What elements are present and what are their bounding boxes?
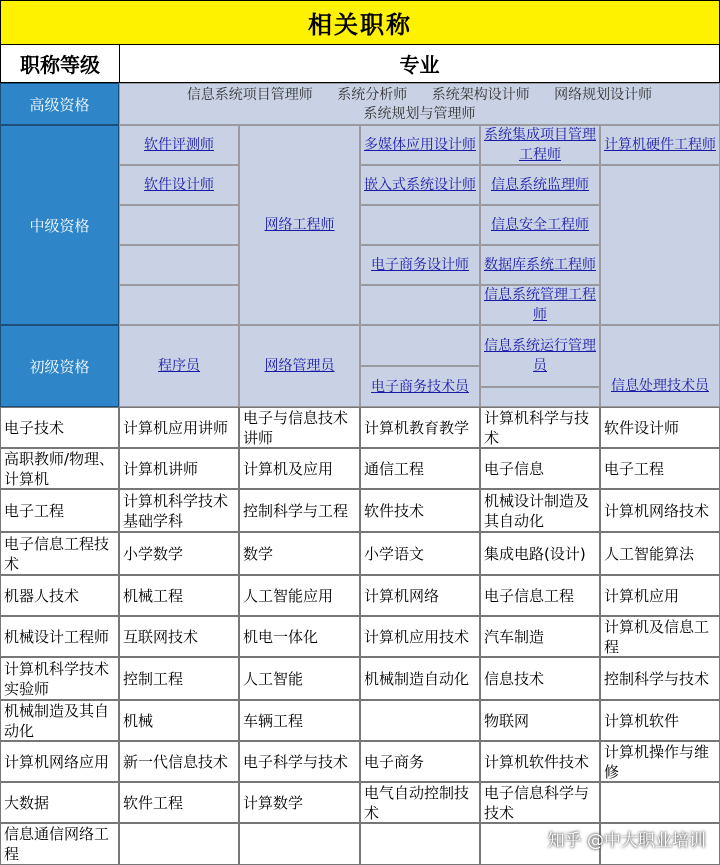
major-cell: 计算机网络应用	[0, 741, 119, 782]
major-cell: 计算机网络	[360, 575, 480, 616]
major-cell: 计算机讲师	[119, 448, 239, 489]
major-cell: 计算机应用讲师	[119, 407, 239, 448]
major-cell: 软件设计师	[600, 407, 720, 448]
cert-cell[interactable]	[600, 325, 720, 407]
major-cell: 电子技术	[0, 407, 119, 448]
major-cell: 软件技术	[360, 489, 480, 532]
cert-link[interactable]: 计算机硬件工程师	[604, 137, 716, 153]
cert-link[interactable]: 系统集成项目管理工程师	[484, 127, 596, 163]
cert-cell-empty	[600, 165, 720, 325]
major-cell: 大数据	[0, 782, 119, 823]
major-cell: 机械	[119, 700, 239, 741]
level-junior: 初级资格	[0, 325, 119, 407]
senior-cert: 网络规划设计师	[554, 87, 653, 103]
major-cell: 互联网技术	[119, 616, 239, 657]
cert-link[interactable]: 网络工程师	[264, 217, 335, 233]
major-cell: 电子与信息技术讲师	[239, 407, 360, 448]
cert-link[interactable]: 信息系统监理师	[491, 177, 589, 193]
cert-cell[interactable]	[360, 125, 480, 165]
cert-link[interactable]: 数据库系统工程师	[484, 257, 596, 273]
cert-cell-empty	[360, 205, 480, 245]
cert-link[interactable]: 嵌入式系统设计师	[364, 177, 476, 193]
cert-cell[interactable]	[360, 165, 480, 205]
major-cell: 电子科学与技术	[239, 741, 360, 782]
major-cell: 机械制造自动化	[360, 657, 480, 700]
major-cell: 电子商务	[360, 741, 480, 782]
cert-link[interactable]: 多媒体应用设计师	[364, 137, 476, 153]
cert-link[interactable]: 软件设计师	[144, 177, 214, 193]
major-cell	[360, 700, 480, 741]
cert-cell-empty	[360, 325, 480, 366]
major-cell: 电子信息科学与技术	[480, 782, 600, 823]
senior-certs	[119, 83, 720, 125]
cert-cell[interactable]	[480, 205, 600, 245]
major-cell: 电子工程	[600, 448, 720, 489]
major-cell: 机器人技术	[0, 575, 119, 616]
cert-link[interactable]: 电子商务设计师	[371, 257, 469, 273]
cert-cell[interactable]	[480, 285, 600, 325]
major-cell: 计算数学	[239, 782, 360, 823]
major-cell: 通信工程	[360, 448, 480, 489]
major-cell: 小学语文	[360, 532, 480, 575]
level-intermediate: 中级资格	[0, 125, 119, 325]
major-cell: 计算机应用	[600, 575, 720, 616]
senior-cert: 系统架构设计师	[431, 87, 530, 103]
cert-link[interactable]: 信息处理技术员	[611, 378, 709, 394]
cert-cell[interactable]	[480, 125, 600, 165]
level-senior: 高级资格	[0, 83, 119, 125]
major-cell: 电子工程	[0, 489, 119, 532]
cert-cell-empty	[119, 205, 239, 245]
major-cell: 高职教师/物理、计算机	[0, 448, 119, 489]
cert-cell[interactable]	[119, 165, 239, 205]
cert-cell[interactable]	[360, 366, 480, 407]
cert-cell[interactable]	[119, 325, 239, 407]
header-level: 职称等级	[0, 44, 120, 83]
cert-cell[interactable]	[480, 245, 600, 285]
cert-link[interactable]: 软件评测师	[144, 137, 214, 153]
cert-cell[interactable]	[239, 125, 360, 325]
major-cell: 新一代信息技术	[119, 741, 239, 782]
major-cell: 计算机教育教学	[360, 407, 480, 448]
cert-cell[interactable]	[480, 165, 600, 205]
major-cell	[119, 823, 239, 865]
cert-link[interactable]: 程序员	[158, 358, 200, 374]
major-cell: 计算机及信息工程	[600, 616, 720, 657]
major-cell: 机械设计工程师	[0, 616, 119, 657]
header-major-label: 专业	[399, 53, 440, 77]
major-cell: 计算机操作与维修	[600, 741, 720, 782]
cert-cell[interactable]	[360, 245, 480, 285]
major-cell: 控制科学与工程	[239, 489, 360, 532]
major-cell: 数学	[239, 532, 360, 575]
cert-link[interactable]: 信息系统运行管理员	[484, 338, 596, 374]
major-cell: 电子信息工程技术	[0, 532, 119, 575]
major-cell: 信息通信网络工程	[0, 823, 119, 865]
major-cell: 控制工程	[119, 657, 239, 700]
cert-cell[interactable]	[480, 325, 600, 387]
major-cell: 人工智能算法	[600, 532, 720, 575]
senior-cert: 信息系统项目管理师	[186, 87, 313, 103]
cert-link[interactable]: 信息安全工程师	[491, 217, 589, 233]
major-cell: 物联网	[480, 700, 600, 741]
major-cell: 人工智能	[239, 657, 360, 700]
major-cell: 小学数学	[119, 532, 239, 575]
watermark: 知乎 @中大职业培训	[547, 831, 706, 851]
cert-link[interactable]: 网络管理员	[264, 358, 335, 374]
major-cell: 机械工程	[119, 575, 239, 616]
cert-cell-empty	[119, 245, 239, 285]
cert-cell-empty	[119, 285, 239, 325]
major-cell: 电子信息	[480, 448, 600, 489]
senior-cert: 系统分析师	[337, 87, 408, 103]
major-cell: 计算机科学与技术	[480, 407, 600, 448]
major-cell: 计算机软件技术	[480, 741, 600, 782]
major-cell: 计算机科学技术实验师	[0, 657, 119, 700]
major-cell: 机电一体化	[239, 616, 360, 657]
major-cell: 信息技术	[480, 657, 600, 700]
cert-cell[interactable]	[119, 125, 239, 165]
major-cell: 集成电路(设计)	[480, 532, 600, 575]
major-cell: 计算机软件	[600, 700, 720, 741]
cert-cell[interactable]	[239, 325, 360, 407]
cert-link[interactable]: 信息系统管理工程师	[484, 287, 596, 323]
major-cell: 机械制造及其自动化	[0, 700, 119, 741]
major-cell: 电气自动控制技术	[360, 782, 480, 823]
major-cell: 控制科学与技术	[600, 657, 720, 700]
senior-cert: 系统规划与管理师	[363, 106, 476, 122]
major-cell: 计算机科学技术基础学科	[119, 489, 239, 532]
table-title: 相关职称	[0, 0, 720, 45]
major-cell: 汽车制造	[480, 616, 600, 657]
major-cell: 电子信息工程	[480, 575, 600, 616]
cert-cell[interactable]	[600, 125, 720, 165]
header-major	[119, 44, 720, 83]
major-cell: 计算机及应用	[239, 448, 360, 489]
cert-link[interactable]: 电子商务技术员	[371, 378, 469, 395]
major-cell	[239, 823, 360, 865]
major-cell: 软件工程	[119, 782, 239, 823]
major-cell: 计算机网络技术	[600, 489, 720, 532]
major-cell: 计算机应用技术	[360, 616, 480, 657]
major-cell	[360, 823, 480, 865]
cert-cell-empty	[480, 387, 600, 407]
cert-cell-empty	[360, 285, 480, 325]
major-cell	[600, 782, 720, 823]
major-cell: 车辆工程	[239, 700, 360, 741]
major-cell: 机械设计制造及其自动化	[480, 489, 600, 532]
major-cell: 人工智能应用	[239, 575, 360, 616]
